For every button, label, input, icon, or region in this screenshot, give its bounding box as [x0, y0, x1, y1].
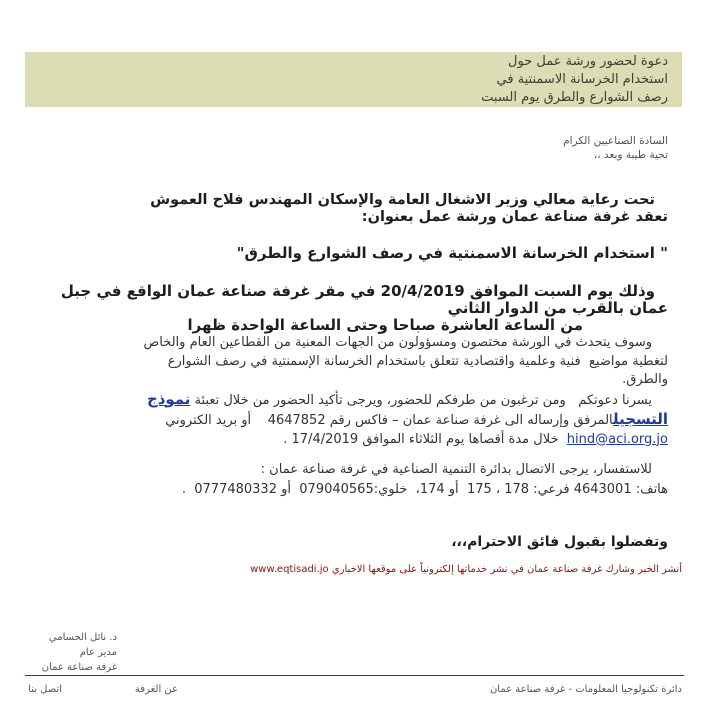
inquiries-section [36, 460, 668, 499]
signature-name: د. نائل الحسامي [48, 632, 117, 643]
patronage-paragraph [36, 192, 668, 226]
workshop-title [36, 245, 668, 262]
invitation-banner-line: رصف الشوارع والطرق يوم السبت [481, 90, 668, 105]
invitation-banner-line: دعوة لحضور ورشة عمل حول [508, 54, 668, 69]
signature-block [8, 630, 117, 675]
registration-line [36, 431, 668, 450]
invitation-banner-line: استخدام الخرسانة الاسمنتية في [496, 72, 668, 87]
schedule-line: عمان بالقرب من الدوار الثاني [447, 299, 668, 317]
details-section [36, 334, 668, 449]
greeting [36, 134, 668, 162]
workshop-title-text: " استخدام الخرسانة الاسمنتية في رصف الشوارع والطرق" [236, 244, 668, 262]
share-text: أنشر الخبر وشارك غرفة صناعة عمان في نشر خدماتها إلكترونياً على موقعها الاخباري [328, 564, 682, 575]
registration-text: المرفق وإرساله الى غرفة صناعة عمان – فاكس رقم 4647852 أو بريد الكتروني [165, 413, 613, 428]
registration-deadline-text: خلال مدة أقصاها يوم الثلاثاء الموافق 17/4/2019 . [283, 431, 567, 447]
speakers-line: والطرق. [622, 372, 668, 387]
greeting-opening: تحية طيبة وبعد ،، [593, 149, 668, 161]
schedule-line: وذلك يوم السبت الموافق 20/4/2019 في مقر غرفة صناعة عمان الواقع في جبل [60, 282, 655, 300]
footer-department: دائرة تكنولوجيا المعلومات - غرفة صناعة عمان [489, 684, 682, 695]
closing-remark [36, 533, 668, 551]
website-link[interactable]: www.eqtisadi.jo [250, 564, 329, 575]
closing-text: وتفضلوا بقبول فائق الاحترام،،، [451, 534, 668, 550]
greeting-salutation: السادة الصناعيين الكرام [563, 135, 668, 147]
schedule-paragraph [36, 283, 668, 334]
patronage-line: تحت رعاية معالي وزير الاشغال العامة والإسكان المهندس فلاح العموش [150, 192, 655, 208]
registration-form-link[interactable]: نموذج [146, 389, 191, 408]
registration-line [36, 390, 668, 411]
registration-text: يسرنا دعوتكم ومن ترغبون من طرفكم للحضور، ويرجى تأكيد الحضور من خلال تعبئة [190, 392, 652, 408]
schedule-time-line: من الساعة العاشرة صباحا وحتى الساعة الواحدة ظهرا [187, 316, 583, 334]
registration-email-link[interactable]: hind@aci.org.jo [566, 431, 668, 447]
registration-line [36, 410, 668, 431]
registration-form-link[interactable]: التسجيل [613, 410, 668, 428]
share-notice [90, 563, 682, 577]
footer-divider [25, 675, 684, 676]
footer-about-link[interactable]: عن الغرفة [134, 684, 178, 695]
invitation-banner [25, 52, 682, 107]
inquiries-intro: للاستفسار، يرجى الاتصال بدائرة التنمية الصناعية في غرفة صناعة عمان : [260, 462, 652, 477]
inquiries-phone-numbers: هاتف: 4643001 فرعي: 178 ، 175 أو 174، خلوي:079040565 أو 0777480332 . [181, 481, 668, 497]
speakers-line: لتغطية مواضيع فنية وعلمية واقتصادية تتعلق باستخدام الخرسانة الإسمنتية في رصف الشوارع [167, 353, 668, 369]
speakers-line: وسوف يتحدث في الورشة مختصون ومسؤولون من الجهات المعنية من القطاعين العام والخاص [143, 335, 652, 350]
footer-contact-link[interactable]: اتصل بنا [28, 684, 62, 695]
patronage-line: تعقد غرفة صناعة عمان ورشة عمل بعنوان: [361, 209, 668, 225]
share-line [90, 563, 682, 577]
signature-organization: غرفة صناعة عمان [41, 662, 117, 673]
signature-title: مدير عام [79, 647, 117, 658]
